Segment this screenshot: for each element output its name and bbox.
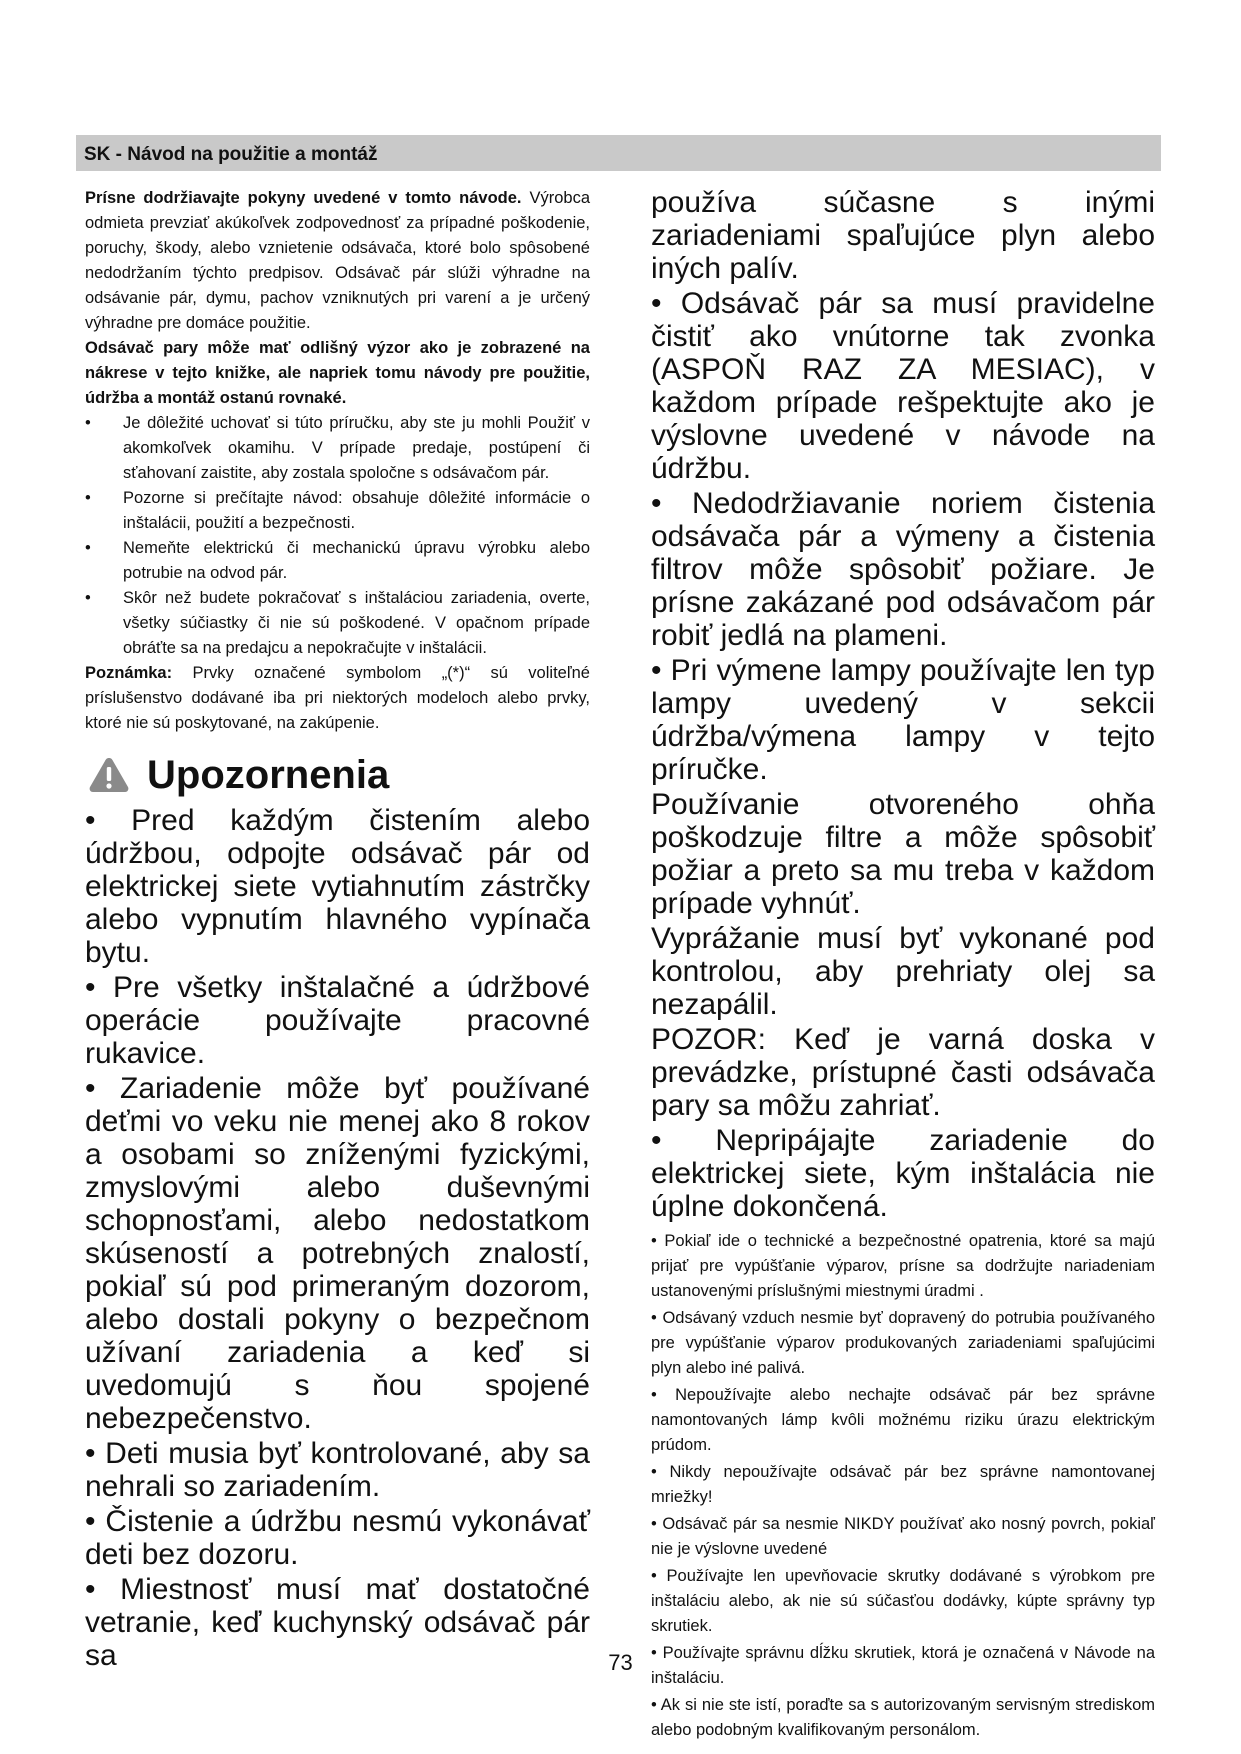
list-item: • Skôr než budete pokračovať s inštaláciou zariadenia, overte, všetky súčiastky či nie sú poškodené. V opačnom prípade obráťte sa na predajcu a nepokračujte v inštalácii. bbox=[85, 586, 590, 661]
intro-text: Výrobca odmieta prevziať akúkoľvek zodpovednosť za prípadné poškodenie, poruchy, škody, alebo vznietenie odsávača, ktoré bolo spôsobené nedodržaním týchto predpisov. Odsávač pár slúži výhradne na odsávanie pár, dymu, pachov vzniknutých pri varení a je určený výhradne pre domáce použitie. bbox=[85, 189, 591, 332]
warning-item: • Zariadenie môže byť používané deťmi vo veku nie menej ako 8 rokov a osobami so zníženými fyzickými, zmyslovými alebo duševnými schopnosťami, alebo nedostatkom skúseností a potrebných znalostí, pokiaľ sú pod primeraným dozorom, alebo dostali pokyny o bezpečnom užívaní zariadenia a keď si uvedomujú s ňou spojené nebezpečenstvo. bbox=[85, 1072, 590, 1435]
instruction-list bbox=[85, 411, 590, 661]
warnings-heading bbox=[85, 750, 590, 800]
warning-item: • Nedodržiavanie noriem čistenia odsávača pár a výmeny a čistenia filtrov môže spôsobiť požiare. Je prísne zakázané pod odsávačom pár robiť jedlá na plameni. bbox=[651, 487, 1155, 652]
left-column bbox=[85, 186, 590, 1674]
note-label: Poznámka: bbox=[85, 664, 173, 682]
warning-item: • Odsávač pár sa musí pravidelne čistiť ako vnútorne tak zvonka (ASPOŇ RAZ ZA MESIAC), v každom prípade rešpektujte ako je výslovne uvedené v návode na údržbu. bbox=[651, 287, 1155, 485]
warning-item: • Pre všetky inštalačné a údržbové operácie používajte pracovné rukavice. bbox=[85, 971, 590, 1070]
right-warnings-list bbox=[651, 186, 1155, 1223]
right-column bbox=[651, 186, 1155, 1745]
warning-item: • Pri výmene lampy používajte len typ lampy uvedený v sekcii údržba/výmena lampy v tejto príručke. bbox=[651, 654, 1155, 786]
warning-item: • Nepripájajte zariadenie do elektrickej siete, kým inštalácia nie úplne dokončená. bbox=[651, 1124, 1155, 1223]
safety-item: • Ak si nie ste istí, poraďte sa s autorizovaným servisným strediskom alebo podobným kvalifikovaným personálom. bbox=[651, 1696, 1155, 1739]
section-title: SK - Návod na použitie a montáž bbox=[84, 144, 378, 165]
warning-item: • Miestnosť musí mať dostatočné vetranie, keď kuchynský odsávač pár sa bbox=[85, 1573, 590, 1672]
warning-item: Vyprážanie musí byť vykonané pod kontrolou, aby prehriaty olej sa nezapálil. bbox=[651, 922, 1155, 1021]
safety-item: • Odsávaný vzduch nesmie byť dopravený do potrubia používaného pre vypúšťanie výparov produkovaných zariadeniami spaľujúcimi plyn alebo iné palivá. bbox=[651, 1309, 1155, 1377]
list-item: • Je dôležité uchovať si túto príručku, aby ste ju mohli Použiť v akomkoľvek okamihu. V prípade predaje, postúpení či sťahovaní zaistite, aby zostala spoločne s odsávačom pár. bbox=[85, 411, 590, 486]
warnings-list bbox=[85, 804, 590, 1672]
safety-item: • Nikdy nepoužívajte odsávač pár bez správne namontovanej mriežky! bbox=[651, 1463, 1155, 1506]
intro-paragraph bbox=[85, 186, 590, 336]
safety-item: • Nepoužívajte alebo nechajte odsávač pár bez správne namontovaných lámp kvôli možnému riziku úrazu elektrickým prúdom. bbox=[651, 1386, 1155, 1454]
list-item: • Pozorne si prečítajte návod: obsahuje dôležité informácie o inštalácii, použití a bezpečnosti. bbox=[85, 486, 590, 536]
warning-item: • Deti musia byť kontrolované, aby sa nehrali so zariadením. bbox=[85, 1437, 590, 1503]
section-header bbox=[76, 135, 1161, 171]
warnings-title: Upozornenia bbox=[147, 753, 390, 797]
list-item: • Nemeňte elektrickú či mechanickú úpravu výrobku alebo potrubie na odvod pár. bbox=[85, 536, 590, 586]
intro-bold: Prísne dodržiavajte pokyny uvedené v tomto návode. bbox=[85, 189, 522, 207]
safety-item: • Používajte len upevňovacie skrutky dodávané s výrobkom pre inštaláciu alebo, ak nie sú súčasťou dodávky, kúpte správny typ skrutiek. bbox=[651, 1567, 1155, 1635]
safety-item: • Odsávač pár sa nesmie NIKDY používať ako nosný povrch, pokiaľ nie je výslovne uvedené bbox=[651, 1515, 1155, 1558]
note-paragraph bbox=[85, 661, 590, 736]
warning-triangle-icon bbox=[87, 755, 131, 795]
safety-item: • Používajte správnu dĺžku skrutiek, ktorá je označená v Návode na inštaláciu. bbox=[651, 1644, 1155, 1687]
warning-item: používa súčasne s inými zariadeniami spaľujúce plyn alebo iných palív. bbox=[651, 186, 1155, 285]
warning-item: • Čistenie a údržbu nesmú vykonávať deti bez dozoru. bbox=[85, 1505, 590, 1571]
page-number: 73 bbox=[608, 1650, 633, 1675]
warning-item: Používanie otvoreného ohňa poškodzuje filtre a môže spôsobiť požiar a preto sa mu treba v každom prípade vyhnúť. bbox=[651, 788, 1155, 920]
appearance-note bbox=[85, 336, 590, 411]
warning-item: • Pred každým čistením alebo údržbou, odpojte odsávač pár od elektrickej siete vytiahnutím zástrčky alebo vypnutím hlavného vypínača bytu. bbox=[85, 804, 590, 969]
appearance-note-text: Odsávač pary môže mať odlišný výzor ako je zobrazené na nákrese v tejto knižke, ale napriek tomu návody pre použitie, údržba a montáž ostanú rovnaké. bbox=[85, 339, 590, 407]
note-text: Prvky označené symbolom „(*)“ sú voliteľné príslušenstvo dodávané iba pri niektorých modeloch alebo prvky, ktoré nie sú poskytované, na zakúpenie. bbox=[85, 664, 590, 732]
warning-item: POZOR: Keď je varná doska v prevádzke, prístupné časti odsávača pary sa môžu zahriať. bbox=[651, 1023, 1155, 1122]
safety-item: • Pokiaľ ide o technické a bezpečnostné opatrenia, ktoré sa majú prijať pre vypúšťanie výparov, prísne sa dodržujte nariadeniam ustanovenými príslušnými miestnymi úradmi . bbox=[651, 1232, 1155, 1300]
